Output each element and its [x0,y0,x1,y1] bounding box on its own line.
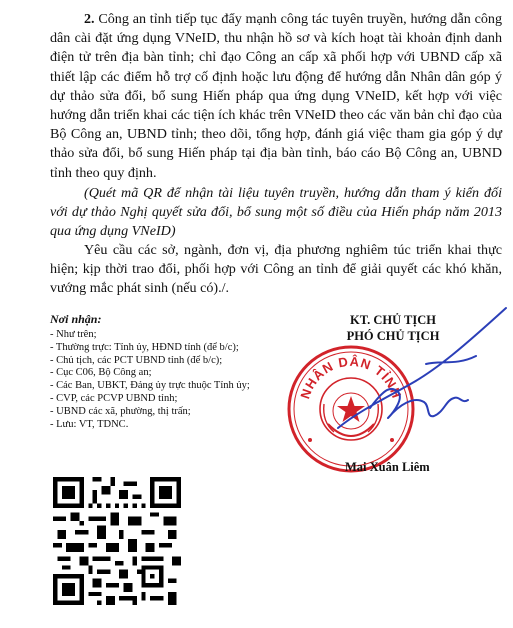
paragraph-number: 2. [84,11,95,27]
recipient-item: - Chủ tịch, các PCT UBND tỉnh (để b/c); [50,354,223,366]
signer-name: Mai Xuân Liêm [345,460,430,474]
qr-code-icon [53,477,181,605]
signature-title-line1: KT. CHỦ TỊCH [349,313,436,327]
closing-paragraph: Yêu cầu các sở, ngành, đơn vị, địa phương nghiêm túc triển khai thực hiện; kịp thời trao đổi, phối hợp với Công an tỉnh để giải quyết các khó khăn, vướng mắc phát sinh (nếu có)./. [50,242,502,297]
recipients-list [50,329,320,431]
recipients-title: Nơi nhận: [50,312,102,326]
paragraph-2 [50,10,502,183]
recipients-block [50,312,320,431]
seal-text: NHÂN DÂN TỈNH [297,353,405,401]
recipient-item: - Cục C06, Bộ Công an; [50,367,152,379]
recipient-item: - UBND các xã, phường, thị trấn; [50,405,191,417]
recipient-item: - Thường trực: Tỉnh ủy, HĐND tỉnh (để b/c); [50,341,239,353]
recipient-item: - Các Ban, UBKT, Đảng ủy trực thuộc Tỉnh ủy; [50,380,250,392]
signature-title-line2: PHÓ CHỦ TỊCH [346,329,440,343]
handwritten-signature-icon [330,300,512,450]
recipient-item: - Lưu: VT, TDNC. [50,418,129,430]
recipient-item: - Như trên; [50,329,97,340]
recipient-item: - CVP, các PCVP UBND tỉnh; [50,392,178,404]
qr-note-paragraph: (Quét mã QR để nhận tài liệu tuyên truyền, hướng dẫn tham ý kiến đối với dự thảo Nghị quyết sửa đổi, bổ sung một số điều của Hiến pháp năm 2013 qua ứng dụng VNeID) [50,185,502,240]
paragraph-2-text: Công an tỉnh tiếp tục đẩy mạnh công tác tuyên truyền, hướng dẫn công dân cài đặt ứng dụng VNeID, thu nhận hồ sơ và kích hoạt tài khoản định danh điện tử trên địa bàn tỉnh; chỉ đạo Công an cấp xã phối hợp với UBND cấp xã thiết lập các điểm hỗ trợ cố định hoặc lưu động để hướng dẫn Nhân dân góp ý dự thảo sửa đổi, bổ sung Hiến pháp qua ứng dụng VNeID, kết hợp với việc hướng dẫn triển khai các tiện ích khác trên VNeID theo các văn bản chỉ đạo của Bộ Công an, UBND tỉnh; theo dõi, tổng hợp, đánh giá việc tham gia góp ý dự thảo sửa đổi, bổ sung Hiến pháp tại địa bàn tỉnh, báo cáo Bộ Công an, UBND tỉnh theo quy định. [50,11,502,181]
